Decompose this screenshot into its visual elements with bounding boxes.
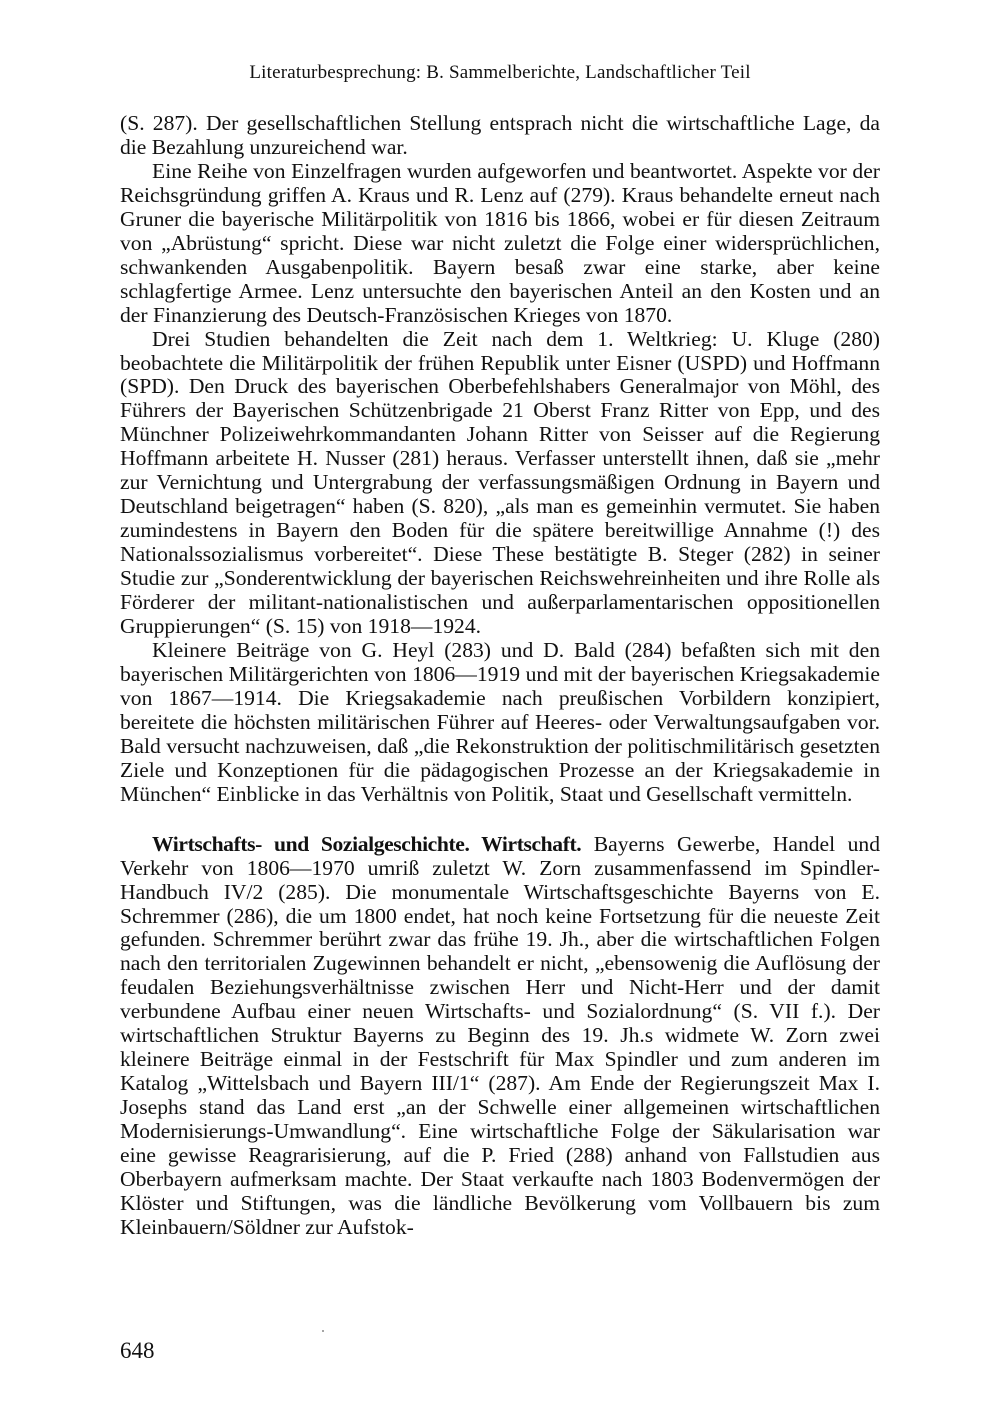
section-heading: Wirtschafts- und Sozialgeschichte. Wirtschaft. bbox=[152, 831, 582, 856]
paragraph: (S. 287). Der gesellschaftlichen Stellung entsprach nicht die wirtschaftliche Lage, da die Bezahlung unzureichend war. bbox=[120, 111, 880, 159]
section-text: Bayerns Gewerbe, Handel und Verkehr von 1806—1970 umriß zuletzt W. Zorn zusammenfassend im Spindler-Handbuch IV/2 (285). Die monumentale Wirtschaftsgeschichte Bayerns von E. Schremmer (286), die um 1800 endet, hat noch keine Fortsetzung für die neueste Zeit gefunden. Schremmer berührt zwar das frühe 19. Jh., aber die wirtschaftlichen Folgen nach den territorialen Zugewinnen behandelt er nicht, „ebensowenig die Auflösung der feudalen Beziehungsverhältnisse zwischen Herr und Nicht-Herr und der damit verbundene Aufbau einer neuen Wirtschafts- und Sozialordnung“ (S. VII f.). Der wirtschaftlichen Struktur Bayerns zu Beginn des 19. Jh.s widmete W. Zorn zwei kleinere Beiträge einmal in der Festschrift für Max Spindler und zum anderen im Katalog „Wittelsbach und Bayern III/1“ (287). Am Ende der Regierungszeit Max I. Josephs stand das Land erst „an der Schwelle einer allgemeinen wirtschaftlichen Modernisierungs-Umwandlung“. Eine wirtschaftliche Folge der Säkularisation war eine gewisse Reagrarisierung, auf die P. Fried (288) anhand von Fallstudien aus Oberbayern aufmerksam machte. Der Staat verkaufte nach 1803 Bodenvermögen der Klöster und Stiftungen, was die ländliche Bevölkerung vom Vollbauern bis zum Kleinbauern/Söldner zur Aufstok- bbox=[120, 831, 880, 1239]
print-dot bbox=[322, 1330, 324, 1332]
body-text bbox=[120, 112, 880, 1240]
paragraph: Kleinere Beiträge von G. Heyl (283) und D. Bald (284) befaßten sich mit den bayerischen Militärgerichten von 1806—1919 und mit der bayerischen Kriegsakademie von 1867—1914. Die Kriegsakademie nach preußischen Vorbildern konzipiert, bereitete die höchsten militärischen Führer auf Heeres- oder Verwaltungsaufgaben vor. Bald versucht nachzuweisen, daß „die Rekonstruktion der politischmilitärisch gesetzten Ziele und Konzeptionen für die pädagogischen Prozesse an der Kriegsakademie in München“ Einblicke in das Verhältnis von Politik, Staat und Gesellschaft vermitteln. bbox=[120, 637, 880, 806]
section-spacer bbox=[120, 807, 880, 833]
paragraph: Drei Studien behandelten die Zeit nach dem 1. Weltkrieg: U. Kluge (280) beobachtete die Militärpolitik der frühen Republik unter Eisner (USPD) und Hoffmann (SPD). Den Druck des bayerischen Oberbefehlshabers Generalmajor von Möhl, des Führers der Bayerischen Schützenbrigade 21 Oberst Franz Ritter von Epp, und des Münchner Polizeiwehrkommandanten Johann Ritter von Seisser auf die Regierung Hoffmann arbeitete H. Nusser (281) heraus. Verfasser unterstellt ihnen, daß sie „mehr zur Vernichtung und Untergrabung der verfassungsmäßigen Ordnung in Bayern und Deutschland beigetragen“ haben (S. 820), „als man es gemeinhin vermutet. Sie haben zumindestens in Bayern den Boden für die spätere bereitwillige Annahme (!) des Nationalssozialismus vorbereitet“. Diese These bestätigte B. Steger (282) in seiner Studie zur „Sonderentwicklung der bayerischen Reichswehreinheiten und ihre Rolle als Förderer der militant-nationalistischen und außerparlamentarischen oppositionellen Gruppierungen“ (S. 15) von 1918—1924. bbox=[120, 326, 880, 639]
running-head: Literaturbesprechung: B. Sammelberichte, Landschaftlicher Teil bbox=[249, 62, 751, 83]
page-number: 648 bbox=[120, 1338, 155, 1363]
paragraph: Eine Reihe von Einzelfragen wurden aufgeworfen und beantwortet. Aspekte vor der Reichsgründung griffen A. Kraus und R. Lenz auf (279). Kraus behandelte erneut nach Gruner die bayerische Militärpolitik von 1816 bis 1866, wobei er für diesen Zeitraum von „Abrüstung“ spricht. Diese war nicht zuletzt die Folge einer widersprüchlichen, schwankenden Ausgabenpolitik. Bayern besaß zwar eine starke, aber keine schlagfertige Armee. Lenz untersuchte den bayerischen Anteil an den Kosten und an der Finanzierung des Deutsch-Französischen Krieges von 1870. bbox=[120, 158, 880, 327]
section-paragraph bbox=[120, 833, 880, 1240]
